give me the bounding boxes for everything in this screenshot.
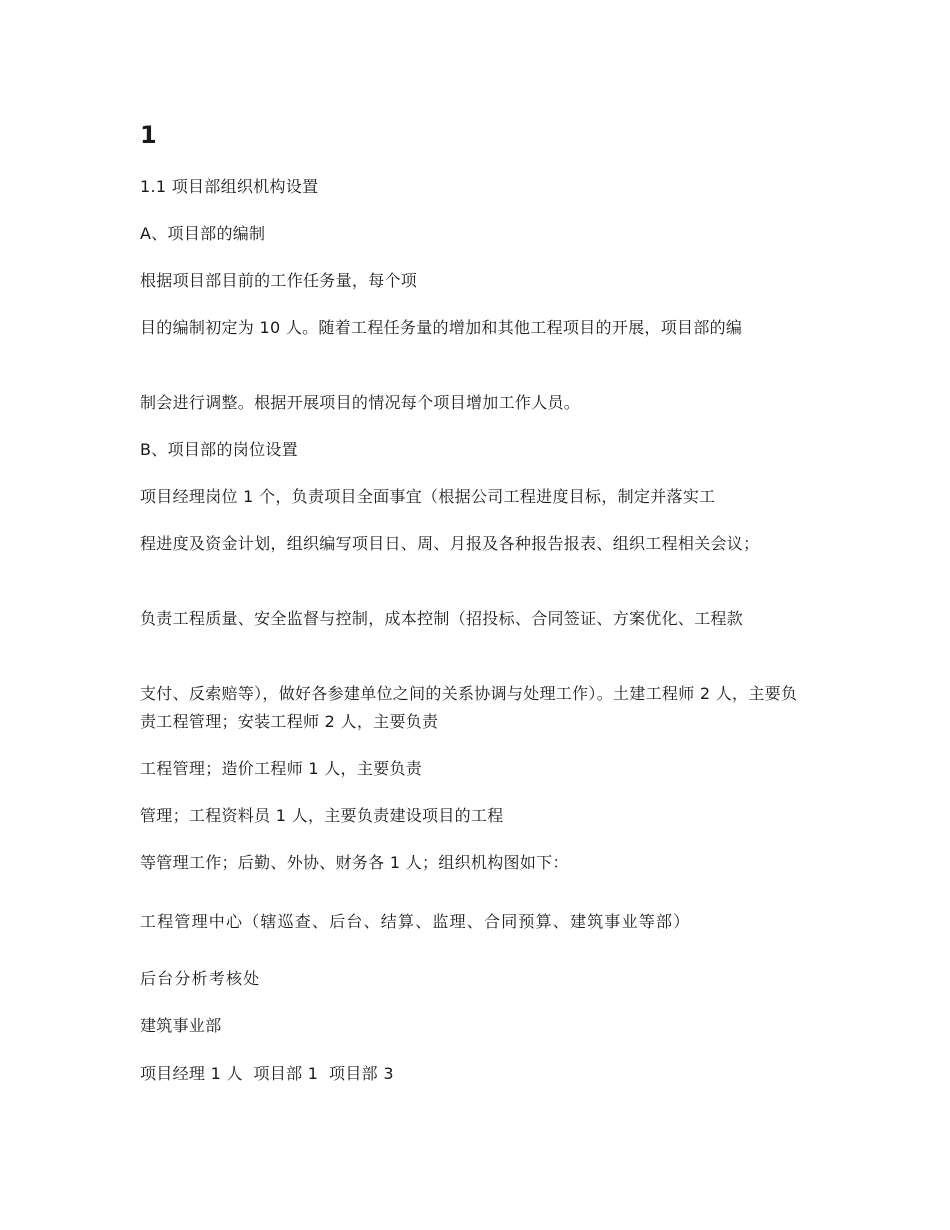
paragraph-positions-line-7: 等管理工作；后勤、外协、财务各 1 人；组织机构图如下： — [140, 853, 569, 872]
org-chart-construction-dept: 建筑事业部 — [140, 1016, 222, 1035]
paragraph-positions-title: B、项目部的岗位设置 — [140, 440, 298, 459]
paragraph-staffing-line-2: 目的编制初定为 10 人。随着工程任务量的增加和其他工程项目的开展，项目部的编 — [140, 318, 743, 337]
section-number-heading: 1 — [140, 121, 157, 149]
org-chart-center: 工程管理中心（辖巡查、后台、结算、监理、合同预算、建筑事业等部） — [140, 912, 691, 931]
paragraph-positions-line-3: 负责工程质量、安全监督与控制，成本控制（招投标、合同签证、方案优化、工程款 — [140, 609, 744, 628]
paragraph-positions-line-6: 管理；工程资料员 1 人，主要负责建设项目的工程 — [140, 806, 504, 825]
paragraph-staffing-title: A、项目部的编制 — [140, 224, 266, 243]
paragraph-staffing-line-3: 制会进行调整。根据开展项目的情况每个项目增加工作人员。 — [140, 393, 581, 412]
org-chart-project-row: 项目经理 1 人 项目部 1 项目部 3 — [140, 1064, 394, 1083]
paragraph-positions-line-2: 程进度及资金计划，组织编写项目日、周、月报及各种报告报表、组织工程相关会议； — [140, 534, 760, 553]
paragraph-positions-line-5: 工程管理；造价工程师 1 人，主要负责 — [140, 759, 423, 778]
paragraph-staffing-line-1: 根据项目部目前的工作任务量，每个项 — [140, 271, 418, 290]
paragraph-positions-line-1: 项目经理岗位 1 个，负责项目全面事宜（根据公司工程进度目标，制定并落实工 — [140, 487, 716, 506]
subsection-title: 1.1 项目部组织机构设置 — [140, 177, 319, 196]
paragraph-positions-line-4: 支付、反索赔等），做好各参建单位之间的关系协调与处理工作）。土建工程师 2 人，主要负责工程管理；安装工程师 2 人，主要负责 — [140, 684, 798, 731]
org-chart-analysis-office: 后台分析考核处 — [140, 969, 261, 988]
